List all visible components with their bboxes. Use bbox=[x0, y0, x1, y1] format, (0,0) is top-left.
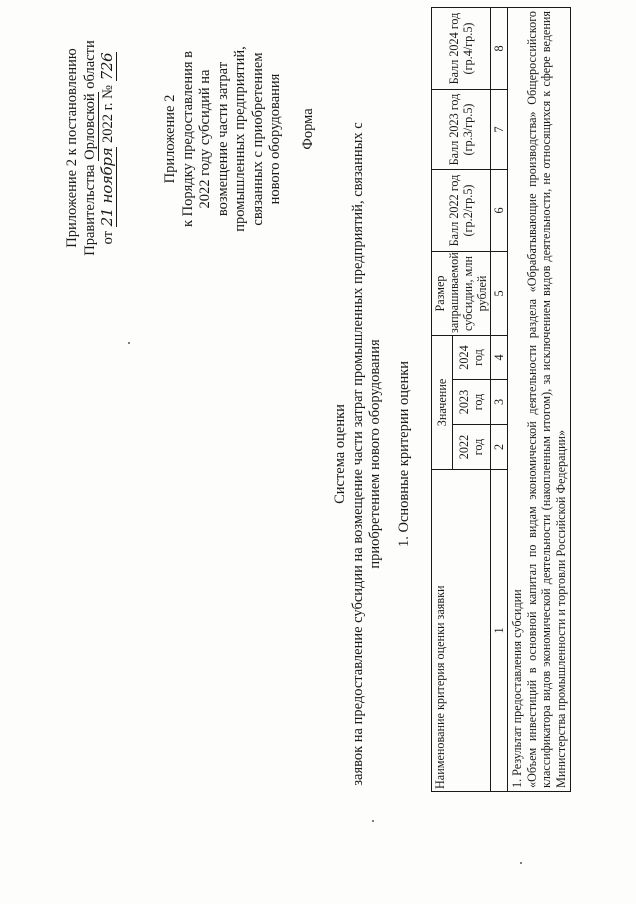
column-number: 3 bbox=[491, 380, 508, 425]
title-line-2: заявок на предоставление субсидии на возмещение части затрат промышленных предприятий, связанных с bbox=[349, 122, 366, 786]
annex-line: 2022 году субсидий на bbox=[197, 69, 213, 209]
criteria-table bbox=[431, 7, 571, 792]
scan-speck bbox=[520, 862, 522, 864]
criterion-heading: 1. Результат предоставления субсидии bbox=[510, 589, 524, 788]
header-year-2023: 2023 год bbox=[452, 380, 490, 425]
region-underlined: Орловской bbox=[81, 93, 98, 160]
header-score-2022: Балл 2022 год (гр.2/гр.5) bbox=[432, 170, 491, 252]
header-value-group: Значение bbox=[432, 336, 453, 470]
amendment-line-2-start: Правительства bbox=[81, 160, 98, 256]
amendment-line-3 bbox=[99, 28, 118, 268]
section-title: 1. Основные критерии оценки bbox=[396, 360, 412, 548]
form-label: Форма bbox=[300, 108, 316, 150]
header-criterion-name: Наименование критерия оценки заявки bbox=[432, 470, 491, 792]
header-year-2024: 2024 год bbox=[452, 336, 490, 380]
column-number: 1 bbox=[491, 470, 508, 792]
column-number: 6 bbox=[491, 170, 508, 252]
amendment-header bbox=[64, 28, 118, 268]
criterion-description: «Объем инвестиций в основной капитал по видам экономической деятельности раздела «Обрабатывающие производства» Общероссийского классификатора видов экономической деятельности (накопленным итогом), за исключением видов деятельности, не относящихся к сфере ведения Министерства промышленности и торговли Российской Федерации» bbox=[524, 11, 568, 788]
amendment-line-2 bbox=[82, 28, 100, 268]
column-number: 2 bbox=[491, 425, 508, 470]
header-score-2024: Балл 2024 год (гр.4/гр.5) bbox=[432, 8, 491, 90]
annex-line: возмещение части затрат bbox=[214, 61, 231, 217]
handwritten-number: 726 bbox=[98, 52, 116, 81]
annex-line: связанных с приобретением bbox=[249, 52, 266, 226]
header-score-2023: Балл 2023 год (гр.3/гр.5) bbox=[432, 90, 491, 170]
amendment-line-2-end: области bbox=[81, 40, 98, 93]
column-number: 8 bbox=[491, 8, 508, 90]
column-number: 4 bbox=[491, 336, 508, 380]
year-and-number-label: 2022 г. № bbox=[100, 81, 116, 147]
annex-line: промышленных предприятий, bbox=[232, 46, 248, 232]
scan-speck bbox=[372, 820, 374, 822]
date-prefix: от bbox=[100, 227, 116, 245]
document-title bbox=[332, 114, 385, 794]
handwritten-date: 21 ноября bbox=[98, 147, 116, 227]
annex-line: нового оборудования bbox=[267, 73, 283, 205]
column-number-row bbox=[491, 8, 508, 792]
table-header-row bbox=[432, 8, 453, 792]
title-line-1: Система оценки bbox=[332, 404, 348, 504]
title-line-3: приобретением нового оборудования bbox=[367, 339, 383, 569]
scan-speck bbox=[128, 342, 130, 344]
header-year-2022: 2022 год bbox=[452, 425, 490, 470]
column-number: 7 bbox=[491, 90, 508, 170]
header-subsidy-size: Размер запрашиваемой субсидии, млн рублей bbox=[432, 252, 491, 336]
table-row bbox=[508, 8, 571, 792]
criterion-result-cell bbox=[508, 8, 571, 792]
annex-line: к Порядку предоставления в bbox=[179, 50, 196, 228]
annex-line: Приложение 2 bbox=[162, 94, 178, 184]
annex-header bbox=[162, 34, 285, 244]
column-number: 5 bbox=[491, 252, 508, 336]
amendment-line-1: Приложение 2 к постановлению bbox=[64, 48, 80, 248]
